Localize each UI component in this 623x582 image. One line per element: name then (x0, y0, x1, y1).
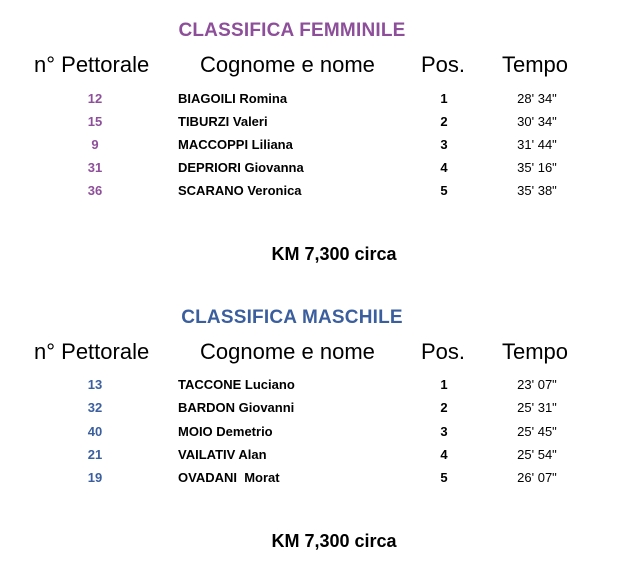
athlete-name: BARDON Giovanni (178, 400, 295, 415)
bib-number: 21 (87, 447, 103, 462)
table-row (0, 137, 623, 160)
bib-number: 13 (87, 377, 103, 392)
time: 35' 38" (517, 183, 557, 198)
header-time: Tempo (502, 52, 569, 77)
male-ranking-title: CLASSIFICA MASCHILE (181, 307, 403, 328)
header-name: Cognome e nome (200, 339, 375, 364)
athlete-name: MOIO Demetrio (178, 424, 273, 439)
position: 1 (440, 377, 448, 392)
position: 3 (440, 137, 448, 152)
table-row (0, 447, 623, 470)
time: 35' 16" (517, 160, 557, 175)
athlete-name: DEPRIORI Giovanna (178, 160, 304, 175)
position: 2 (440, 114, 448, 129)
position: 3 (440, 424, 448, 439)
time: 23' 07" (517, 377, 557, 392)
position: 4 (440, 160, 448, 175)
time: 28' 34" (517, 91, 557, 106)
bib-number: 31 (87, 160, 103, 175)
time: 31' 44" (517, 137, 557, 152)
table-row (0, 91, 623, 114)
time: 25' 54" (517, 447, 557, 462)
header-position: Pos. (421, 52, 466, 77)
header-bib-number: n° Pettorale (34, 52, 150, 77)
header-time: Tempo (502, 339, 569, 364)
bib-number: 9 (91, 137, 99, 152)
position: 5 (440, 183, 448, 198)
time: 30' 34" (517, 114, 557, 129)
athlete-name: VAILATIV Alan (178, 447, 267, 462)
bib-number: 36 (87, 183, 103, 198)
athlete-name: TIBURZI Valeri (178, 114, 268, 129)
table-row (0, 400, 623, 423)
athlete-name: TACCONE Luciano (178, 377, 295, 392)
bib-number: 15 (87, 114, 103, 129)
bib-number: 40 (87, 424, 103, 439)
position: 1 (440, 91, 448, 106)
male-distance: KM 7,300 circa (271, 531, 397, 551)
time: 25' 45" (517, 424, 557, 439)
athlete-name: MACCOPPI Liliana (178, 137, 293, 152)
time: 26' 07" (517, 470, 557, 485)
table-row (0, 183, 623, 206)
position: 4 (440, 447, 448, 462)
bib-number: 32 (87, 400, 103, 415)
bib-number: 19 (87, 470, 103, 485)
female-ranking-title: CLASSIFICA FEMMINILE (178, 20, 406, 41)
table-row (0, 377, 623, 400)
header-name: Cognome e nome (200, 52, 375, 77)
header-bib-number: n° Pettorale (34, 339, 150, 364)
header-position: Pos. (421, 339, 466, 364)
position: 5 (440, 470, 448, 485)
bib-number: 12 (87, 91, 103, 106)
athlete-name: OVADANI Morat (178, 470, 280, 485)
athlete-name: SCARANO Veronica (178, 183, 302, 198)
table-row (0, 424, 623, 447)
table-row (0, 160, 623, 183)
table-row (0, 470, 623, 493)
female-distance: KM 7,300 circa (271, 244, 397, 264)
table-row (0, 114, 623, 137)
athlete-name: BIAGOILI Romina (178, 91, 288, 106)
position: 2 (440, 400, 448, 415)
time: 25' 31" (517, 400, 557, 415)
